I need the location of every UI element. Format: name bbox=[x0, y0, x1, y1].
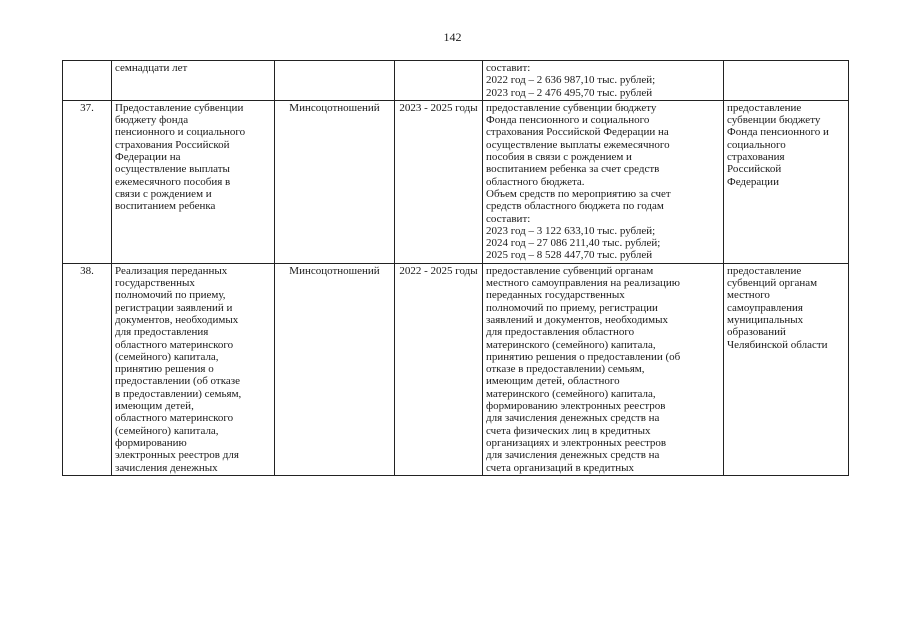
measures-table bbox=[62, 60, 849, 476]
result-cell-line: предоставление субвенций органам bbox=[486, 264, 654, 277]
direction-cell bbox=[724, 61, 849, 101]
result-cell-line: местного самоуправления на реализацию bbox=[486, 277, 681, 290]
result-cell bbox=[483, 61, 724, 101]
direction-cell-line: Челябинской области bbox=[727, 338, 828, 351]
result-cell-line: страхования Российской Федерации на bbox=[486, 126, 669, 139]
measure-name-cell-line: областного материнского bbox=[115, 412, 234, 425]
row-number-cell: 38. bbox=[63, 263, 112, 475]
result-cell-line: составит: bbox=[486, 62, 531, 74]
result-cell-line: осуществление выплаты ежемесячного bbox=[486, 138, 670, 151]
result-cell-line: пособия в связи с рождением и bbox=[486, 151, 632, 164]
direction-cell-line: Федерации bbox=[727, 175, 779, 188]
measure-name-cell-line: областного материнского bbox=[115, 338, 234, 351]
result-cell-line: областного бюджета. bbox=[486, 175, 585, 188]
result-cell-line: 2024 год – 27 086 211,40 тыс. рублей; bbox=[486, 237, 661, 250]
measure-name-cell-line: Реализация переданных bbox=[115, 264, 228, 277]
result-cell-line: Фонда пенсионного и социального bbox=[486, 114, 650, 127]
direction-cell-line: Российской bbox=[727, 163, 782, 176]
row-number-cell: 37. bbox=[63, 100, 112, 263]
result-cell-line: переданных государственных bbox=[486, 289, 625, 302]
measure-name-cell-line: пенсионного и социального bbox=[115, 126, 246, 139]
result-cell-line: для зачисления денежных средств на bbox=[486, 412, 660, 425]
measure-name-cell-line: семнадцати лет bbox=[115, 62, 188, 74]
direction-cell-line: страхования bbox=[727, 151, 785, 164]
direction-cell-line: образований bbox=[727, 326, 786, 339]
result-cell-line: 2023 год – 2 476 495,70 тыс. рублей bbox=[486, 86, 653, 99]
result-cell-line: для зачисления денежных средств на bbox=[486, 449, 660, 462]
result-cell-line: имеющим детей, областного bbox=[486, 375, 620, 388]
result-cell-line: отказе в предоставлении) семьям, bbox=[486, 363, 645, 376]
direction-cell-line: Фонда пенсионного и bbox=[727, 126, 829, 139]
direction-cell bbox=[724, 263, 849, 475]
direction-cell-line: муниципальных bbox=[727, 313, 804, 326]
result-cell-line: счета физических лиц в кредитных bbox=[486, 424, 651, 437]
result-cell-line: предоставление субвенции бюджету bbox=[486, 101, 657, 114]
measure-name-cell-line: Федерации на bbox=[115, 151, 181, 164]
table-row bbox=[63, 263, 849, 475]
result-cell-line: составит: bbox=[486, 212, 531, 225]
measure-name-cell-line: зачисления денежных bbox=[115, 461, 218, 474]
result-cell-line: средств областного бюджета по годам bbox=[486, 200, 664, 213]
direction-cell-line: социального bbox=[727, 138, 786, 151]
term-cell bbox=[395, 61, 483, 101]
result-cell-line: 2025 год – 8 528 447,70 тыс. рублей bbox=[486, 249, 653, 262]
direction-cell-line: предоставление bbox=[727, 264, 802, 277]
measure-name-cell-line: документов, необходимых bbox=[115, 313, 239, 326]
table-row bbox=[63, 100, 849, 263]
direction-cell-line: субвенции бюджету bbox=[727, 114, 821, 127]
measure-name-cell-line: воспитанием ребенка bbox=[115, 200, 216, 213]
measure-name-cell-line: (семейного) капитала, bbox=[115, 350, 219, 363]
result-cell-line: заявлений и документов, необходимых bbox=[486, 313, 669, 326]
result-cell-line: формированию электронных реестров bbox=[486, 400, 666, 413]
result-cell-line: 2022 год – 2 636 987,10 тыс. рублей; bbox=[486, 74, 656, 87]
measure-name-cell-line: ежемесячного пособия в bbox=[115, 175, 231, 188]
result-cell bbox=[483, 263, 724, 475]
executor-cell: Минсоцотношений bbox=[275, 263, 395, 475]
result-cell-line: воспитанием ребенка за счет средств bbox=[486, 163, 660, 176]
result-cell bbox=[483, 100, 724, 263]
result-cell-line: принятию решения о предоставлении (об bbox=[486, 350, 681, 363]
measure-name-cell bbox=[112, 61, 275, 101]
row-number-cell bbox=[63, 61, 112, 101]
result-cell-line: организациях и электронных реестров bbox=[486, 436, 667, 449]
direction-cell-line: предоставление bbox=[727, 101, 802, 114]
term-cell: 2022 - 2025 годы bbox=[395, 263, 483, 475]
direction-cell-line: субвенций органам bbox=[727, 277, 818, 290]
page-number: 142 bbox=[443, 30, 462, 44]
table-body bbox=[63, 61, 849, 476]
result-cell-line: 2023 год – 3 122 633,10 тыс. рублей; bbox=[486, 224, 656, 237]
measure-name-cell bbox=[112, 100, 275, 263]
executor-cell: Минсоцотношений bbox=[275, 100, 395, 263]
direction-cell-line: самоуправления bbox=[727, 301, 803, 314]
term-cell: 2023 - 2025 годы bbox=[395, 100, 483, 263]
table-row bbox=[63, 61, 849, 101]
measure-name-cell-line: регистрации заявлений и bbox=[115, 301, 233, 314]
measure-name-cell-line: электронных реестров для bbox=[115, 449, 239, 462]
result-cell-line: материнского (семейного) капитала, bbox=[486, 338, 656, 351]
measure-name-cell-line: страхования Российской bbox=[115, 138, 230, 151]
measure-name-cell-line: бюджету фонда bbox=[115, 114, 189, 127]
executor-cell bbox=[275, 61, 395, 101]
result-cell-line: для предоставления областного bbox=[486, 326, 635, 339]
measure-name-cell-line: Предоставление субвенции bbox=[115, 101, 244, 114]
result-cell-line: материнского (семейного) капитала, bbox=[486, 387, 656, 400]
measure-name-cell-line: имеющим детей, bbox=[115, 400, 194, 413]
measure-name-cell bbox=[112, 263, 275, 475]
measure-name-cell-line: для предоставления bbox=[115, 326, 209, 339]
result-cell-line: Объем средств по мероприятию за счет bbox=[486, 187, 671, 200]
measure-name-cell-line: осуществление выплаты bbox=[115, 163, 230, 176]
measure-name-cell-line: полномочий по приему, bbox=[115, 289, 226, 302]
measure-name-cell-line: в предоставлении) семьям, bbox=[115, 387, 242, 400]
direction-cell-line: местного bbox=[727, 289, 770, 302]
measure-name-cell-line: формированию bbox=[115, 436, 187, 449]
result-cell-line: счета организаций в кредитных bbox=[486, 461, 635, 474]
measure-name-cell-line: принятию решения о bbox=[115, 363, 214, 376]
direction-cell bbox=[724, 100, 849, 263]
measure-name-cell-line: предоставлении (об отказе bbox=[115, 375, 240, 388]
measure-name-cell-line: государственных bbox=[115, 277, 195, 290]
measure-name-cell-line: (семейного) капитала, bbox=[115, 424, 219, 437]
measure-name-cell-line: связи с рождением и bbox=[115, 187, 212, 200]
result-cell-line: полномочий по приему, регистрации bbox=[486, 301, 658, 314]
